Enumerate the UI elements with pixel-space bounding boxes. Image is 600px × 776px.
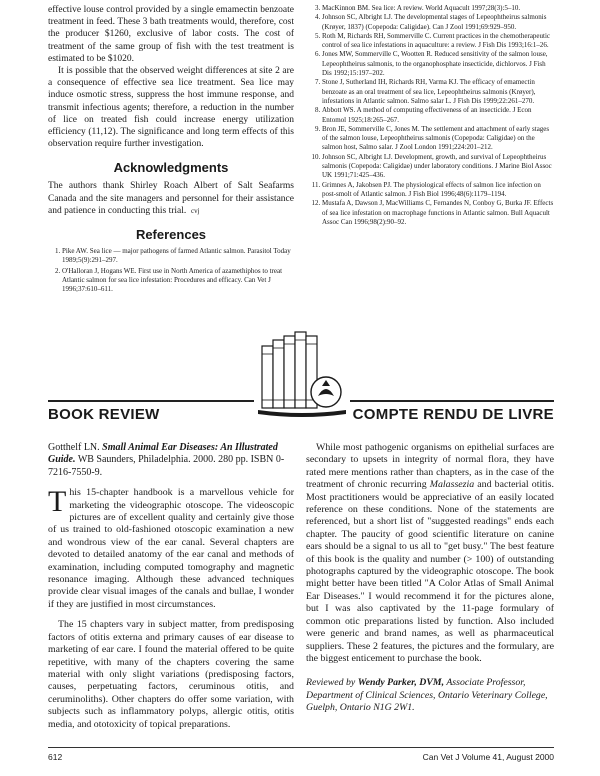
body-paragraph: It is possible that the observed weight differences at site 2 are a consequence of effective sea lice treatment. Sea lice may induce osmotic stress, suppress the host immune response, and transmit infectious agents; therefore, a reduction in the number of lice on treated fish could increase energy utilization efficiency (11,12). The significance and long term effects of this observation require further investigation. — [48, 66, 294, 150]
reference-item: 9. Bron JE, Sommerville C, Jones M. The settlement and attachment of early stages of the salmon louse, Lepeophtheirus salmonis (Copepoda: Caligidae) on the salmon host, Salmo salar. J Zool London 1991;224:201–212. — [322, 125, 554, 153]
book-title: Small Animal Ear Diseases: An Illustrated Guide. — [48, 442, 278, 466]
reference-item: 1. Pike AW. Sea lice — major pathogens of farmed Atlantic salmon. Parasitol Today 1989;5(9):291–297. — [62, 247, 294, 265]
review-paragraph: While most pathogenic organisms on epithelial surfaces are secondary to upsets in integrity of normal flora, they have rated mere mentions rather than chapters, as in the case of the treatment of chronic recurring Malassezia and bacterial otitis. Most practitioners would be appreciative of an easily located reference on these conditions. None of the statements are referenced, but a short list of "suggested readings" ends each chapter. The paucity of good scientific literature on canine ears should be a signal to us all to "get busy." The best feature of this book is the quality and number (> 100) of outstanding photographs captured by the videographic otoscope. The book might better have been titled "A Color Atlas of Small Animal Ear Diseases." I would recommend it for the pictures alone, but I was also captivated by the 11-page formulary of common otic preparations listed by function. Also included were generic and brand names, as well as pharmaceutical suppliers. These 2 features, the pictures and the formulary, are the biggest enticement to purchase the book. — [306, 442, 554, 664]
banner-rule-left — [48, 400, 254, 402]
references-heading: References — [135, 227, 207, 243]
reference-item: 6. Jones MW, Sommerville C, Wootten R. Reduced sensitivity of the salmon louse, Lepeophtheirus salmonis, to the organophosphate insecticide, dichlorvos. J Fish Dis 1992;15:197–202. — [322, 50, 554, 78]
reference-item: 3. MacKinnon BM. Sea lice: A review. World Aquacult 1997;28(3):5–10. — [322, 4, 554, 13]
top-right-column — [306, 4, 554, 227]
body-paragraph: effective louse control provided by a single emamectin benzoate treatment in feed. These 3 bath treatments would, therefore, cost the producer $1260, exclusive of labor costs. The cost of treatment of the same group of fish with the test treatment is estimated to be $1020. — [48, 5, 294, 64]
review-paragraph: This 15-chapter handbook is a marvellous vehicle for marketing the videographic otoscope. The videoscopic pictures are of excellent quality and certainly give those of us trained to old-fashioned otoscopic examination a new and wondrous view of the ear canal. Several chapters are devoted to detailed anatomy of the ear canal and methods of examination, including computed tomography and magnetic resonance imaging. Although these advanced techniques provide clear visual images of the canals and bullae, I wonder if they are justified in most circumstances. — [48, 485, 294, 610]
banner-rule-right — [350, 400, 554, 402]
reviewer-credit: Reviewed by Wendy Parker, DVM, Associate Professor, Department of Clinical Sciences, Ontario Veterinary College, Guelph, Ontario N1G 2W1. — [306, 677, 548, 714]
journal-footer: Can Vet J Volume 41, August 2000 — [422, 752, 554, 762]
books-logo-icon — [256, 326, 348, 422]
book-citation: Gotthelf LN. Small Animal Ear Diseases: An Illustrated Guide. WB Saunders, Philadelphia. 2000. 280 pp. ISBN 0-7216-7550-9. — [48, 442, 285, 478]
drop-cap: T — [48, 485, 67, 519]
review-paragraph: The 15 chapters vary in subject matter, from predisposing factors of otitis externa and primary causes of ear disease to marketing of ear care. I found the material offered to be quite repetitive, with many of the chapters covering the same material with only slight variations (predisposing factors, causes, perpetuating factors, ceruminous otitis, and ceruminoliths). Other chapters do offer some variation, with subjects such as inflammatory polyps, allergic otitis, otitis media, and ototoxicity of topical preparations. — [48, 619, 294, 730]
reference-item: 2. O'Halloran J, Hogans WE. First use in North America of azamethiphos to treat Atlantic salmon for sea lice infestation: Procedures and efficacy. Can Vet J 1996;37:610–611. — [62, 267, 294, 295]
review-left-column — [48, 442, 294, 731]
cvj-mark: cvj — [191, 206, 200, 215]
reference-item: 12. Mustafa A, Dawson J, MacWilliams C, Fernandes N, Conboy G, Burka JF. Effects of sea lice infestation on macrophage functions in Atlantic salmon. Bull Aquacult Assoc Can 1996;98(2):90–92. — [322, 199, 554, 227]
footer-rule — [48, 747, 554, 748]
reference-item: 4. Johnson SC, Albright LJ. The developmental stages of Lepeophtheirus salmonis (Krøyer, 1837) (Copepoda: Caligidae). Can J Zool 1991;69:929–950. — [322, 13, 554, 32]
acknowledgments-text: The authors thank Shirley Roach Albert of Salt Seafarms Canada and the site managers and personnel for their assistance and patience in conducting this trial. cvj — [48, 181, 294, 216]
reviewer-name: Wendy Parker, DVM, — [357, 677, 445, 689]
acknowledgments-heading: Acknowledgments — [113, 160, 229, 176]
book-review-title: BOOK REVIEW — [48, 406, 160, 423]
reference-list — [48, 247, 294, 295]
reference-list-continued — [306, 4, 554, 227]
reference-item: 10. Johnson SC, Albright LJ. Development, growth, and survival of Lepeophtheirus salmonis (Copepoda: Caligidae) under laboratory conditions. J Marine Biol Assoc UK 1991;71:425–436. — [322, 153, 554, 181]
compte-rendu-title: COMPTE RENDU DE LIVRE — [352, 406, 554, 423]
reference-item: 8. Abbott WS. A method of computing effectiveness of an insecticide. J Econ Entomol 1925;18:265–267. — [322, 106, 554, 125]
page-number: 612 — [48, 752, 63, 762]
reference-item: 7. Stone J, Sutherland IH, Richards RH, Varma KJ. The efficacy of emamectin benzoate as an oral treatment of sea lice, Lepeophtheirus salmonis (Krøyer), infestations in Atlantic salmon. Salmo salar L. J Fish Dis 1999;22:261–270. — [322, 78, 554, 106]
reference-item: 5. Roth M, Richards RH, Sommerville C. Current practices in the chemotherapeutic control of sea lice infestations in aquaculture: a review. J Fish Dis 1993;16:1–26. — [322, 32, 554, 51]
top-left-column — [48, 4, 294, 296]
reference-item: 11. Grimnes A, Jakobsen PJ. The physiological effects of salmon lice infection on post-smolt of Atlantic salmon. J Fish Biol 1996;48(6):1179–1194. — [322, 181, 554, 200]
review-right-column — [306, 442, 554, 724]
